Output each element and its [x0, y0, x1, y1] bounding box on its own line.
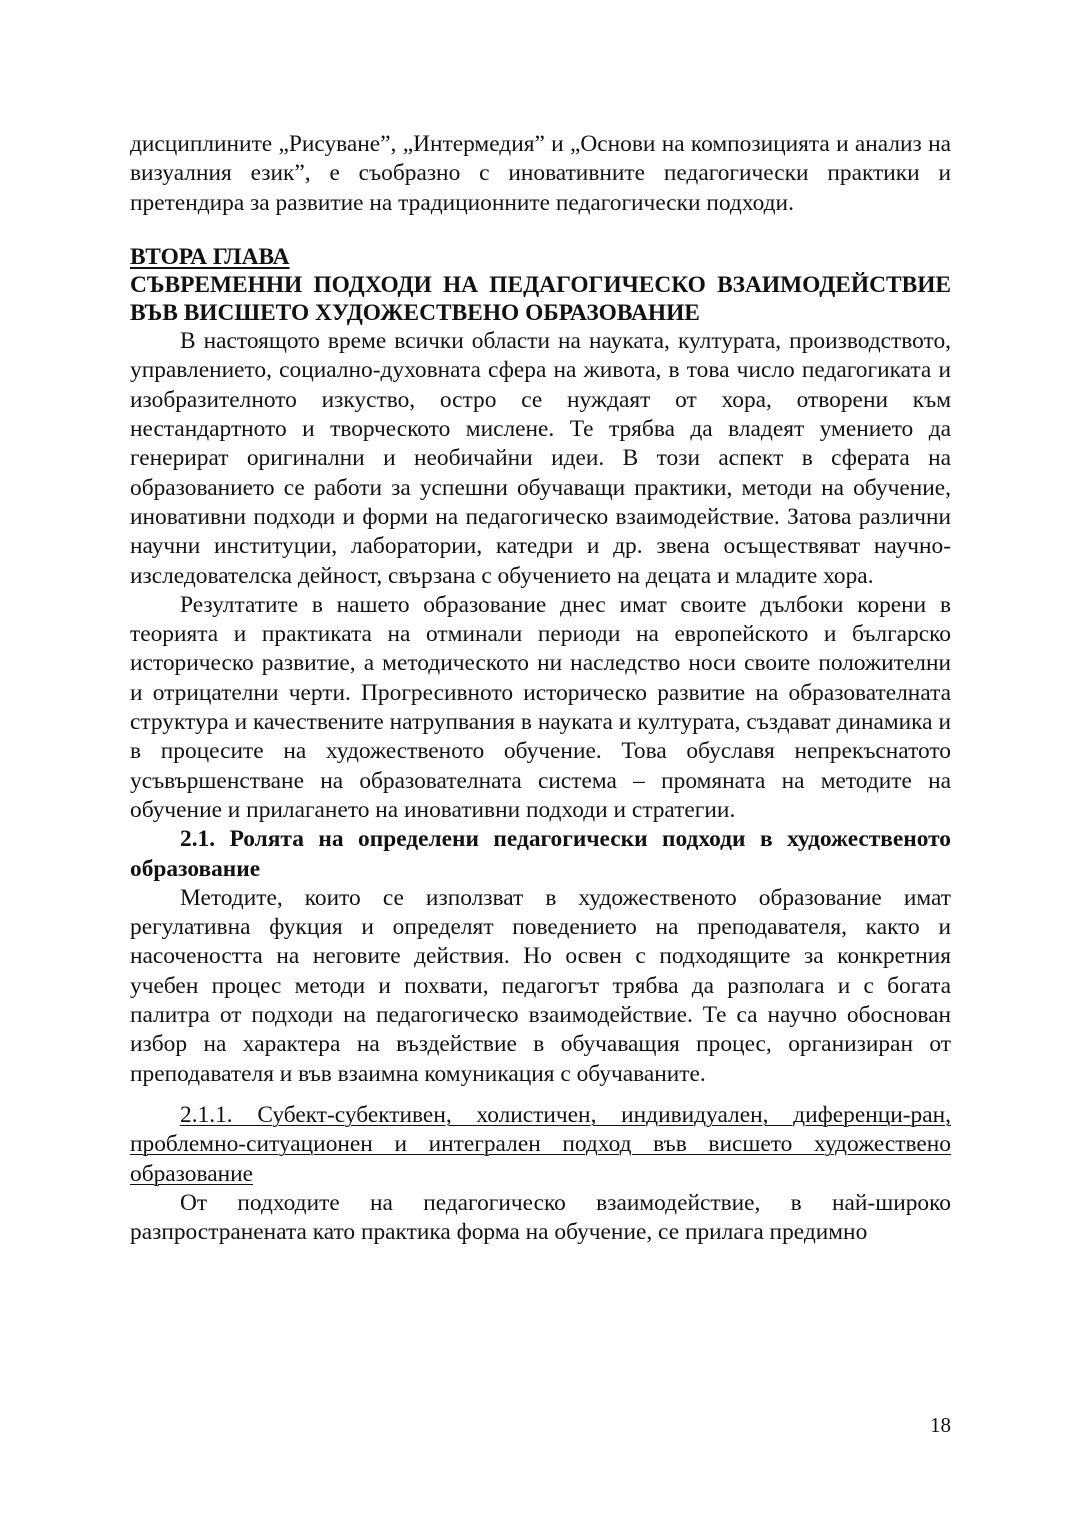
subsection-paragraph-1: От подходите на педагогическо взаимодействие, в най-широко разпространената като практика форма на обучение, се прилага предимно: [130, 1189, 951, 1246]
document-page: [130, 130, 951, 1247]
subsection-title: 2.1.1. Субект-субективен, холистичен, индивидуален, диференци-ран, проблемно-ситуационен и интегрален подход във висшето художествено образование: [130, 1101, 951, 1187]
page-number: 18: [930, 1413, 951, 1437]
chapter-label: ВТОРА ГЛАВА: [130, 243, 290, 270]
section-title: 2.1. Ролята на определени педагогически подходи в художественото образование: [130, 826, 951, 882]
chapter-title: СЪВРЕМЕННИ ПОДХОДИ НА ПЕДАГОГИЧЕСКО ВЗАИМОДЕЙСТВИЕ ВЪВ ВИСШЕТО ХУДОЖЕСТВЕНО ОБРАЗОВАНИЕ: [130, 272, 951, 326]
chapter-paragraph-2: Резултатите в нашето образование днес имат своите дълбоки корени в теорията и практиката на отминали периоди на европейското и българско историческо развитие, а методическото ни наследство носи своите положителни и отрицателни черти. Прогресивното историческо развитие на образователната структура и качествените натрупвания в науката и културата, създават динамика и в процесите на художественото обучение. Това обуславя непрекъснатото усъвършенстване на образователната система – промяната на методите на обучение и прилагането на иновативни подходи и стратегии.: [130, 591, 951, 823]
intro-continuation-paragraph: дисциплините „Рисуване”, „Интермедия” и „Основи на композицията и анализ на визуалния език”, е съобразно с иновативните педагогически практики и претендира за развитие на традиционните педагогически подходи.: [130, 131, 951, 216]
subsection-title-block: [130, 1101, 951, 1189]
chapter-heading: [130, 243, 951, 327]
chapter-paragraph-1: В настоящото време всички области на науката, културата, производството, управлението, социално-духовната сфера на живота, в това число педагогиката и изобразителното изкуство, остро се нуждаят от хора, отворени към нестандартното и творческото мислене. Те трябва да владеят умението да генерират оригинални и необичайни идеи. В този аспект в сферата на образованието се работи за успешни обучаващи практики, методи на обучение, иновативни подходи и форми на педагогическо взаимодействие. Затова различни научни институции, лаборатории, катедри и др. звена осъществяват научно-изследователска дейност, свързана с обучението на децата и младите хора.: [130, 328, 951, 589]
section-paragraph-1: Методите, които се използват в художественото образование имат регулативна фукция и определят поведението на преподавателя, както и насочеността на неговите действия. Но освен с подходящите за конкретния учебен процес методи и похвати, педагогът трябва да разполага и с богата палитра от подходи на педагогическо взаимодействие. Те са научно обоснован избор на характера на въздействие в обучаващия процес, организиран от преподавателя и във взаимна комуникация с обучаваните.: [130, 884, 951, 1087]
